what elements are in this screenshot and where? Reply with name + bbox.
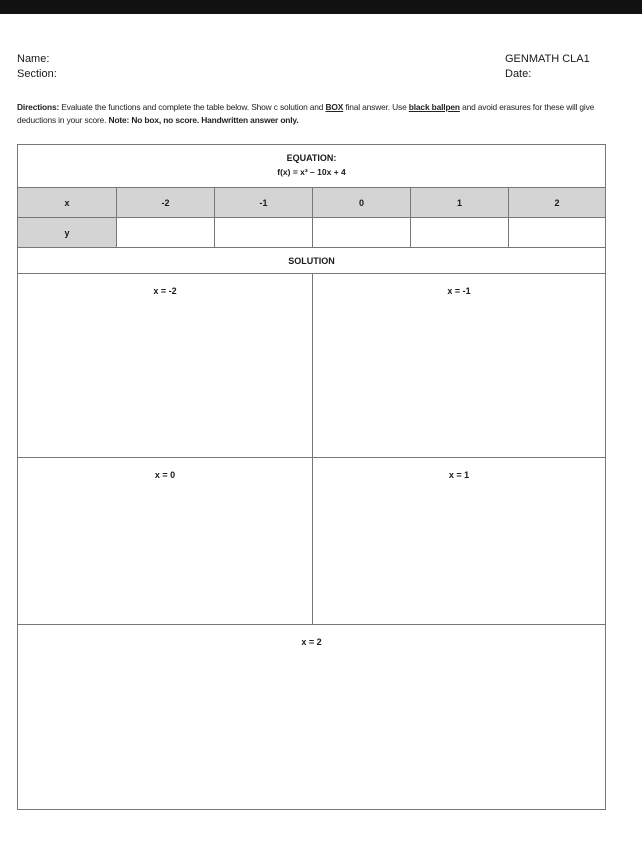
equation-function: f(x) = x³ – 10x + 4 — [277, 167, 346, 177]
y-answer-cell[interactable] — [312, 217, 410, 247]
course-code: GENMATH CLA1 — [505, 53, 590, 65]
directions-note: Note: No box, no score. Handwritten answer only. — [108, 115, 299, 125]
directions-text — [17, 101, 622, 127]
top-bar — [0, 0, 642, 14]
y-answer-cell[interactable] — [214, 217, 312, 247]
solution-box-label: x = -1 — [447, 286, 471, 296]
directions-box-word: BOX — [325, 102, 344, 112]
solution-box-label: x = 2 — [301, 637, 322, 647]
solution-title: SOLUTION — [18, 247, 605, 273]
y-answer-cell[interactable] — [508, 217, 605, 247]
directions-part1: Evaluate the functions and complete the table below. Show c solution and — [59, 102, 326, 112]
solution-box-x-1[interactable] — [312, 457, 605, 624]
solution-box-label: x = 0 — [154, 470, 176, 480]
x-value-cell: 1 — [410, 187, 508, 217]
directions-lead: Directions: — [17, 102, 60, 112]
x-value-cell: 0 — [312, 187, 410, 217]
solution-box-x-0[interactable] — [18, 457, 312, 624]
y-row — [18, 217, 605, 247]
x-value-cell: -2 — [116, 187, 214, 217]
directions-part3: and avoid erasures for these will give deductions in your score. — [17, 102, 595, 125]
section-label: Section: — [17, 68, 57, 80]
y-answer-cell[interactable] — [410, 217, 508, 247]
solution-box-label: x = 1 — [448, 470, 470, 480]
x-value-cell: -1 — [214, 187, 312, 217]
y-header-cell: y — [18, 217, 116, 247]
solution-box-label: x = -2 — [153, 286, 177, 296]
x-value-cell: 2 — [508, 187, 605, 217]
solution-box-x-neg2[interactable] — [18, 273, 312, 457]
equation-title: EQUATION: — [286, 153, 337, 163]
directions-ballpen: black ballpen — [408, 102, 460, 112]
solution-box-x-2[interactable] — [18, 624, 605, 809]
x-row — [18, 187, 605, 217]
x-header-cell: x — [18, 187, 116, 217]
solution-box-x-neg1[interactable] — [312, 273, 605, 457]
name-label: Name: — [17, 53, 50, 65]
date-label: Date: — [505, 68, 532, 80]
y-answer-cell[interactable] — [116, 217, 214, 247]
directions-part2: final answer. Use — [343, 102, 409, 112]
worksheet — [17, 144, 606, 810]
equation-box — [18, 145, 605, 187]
